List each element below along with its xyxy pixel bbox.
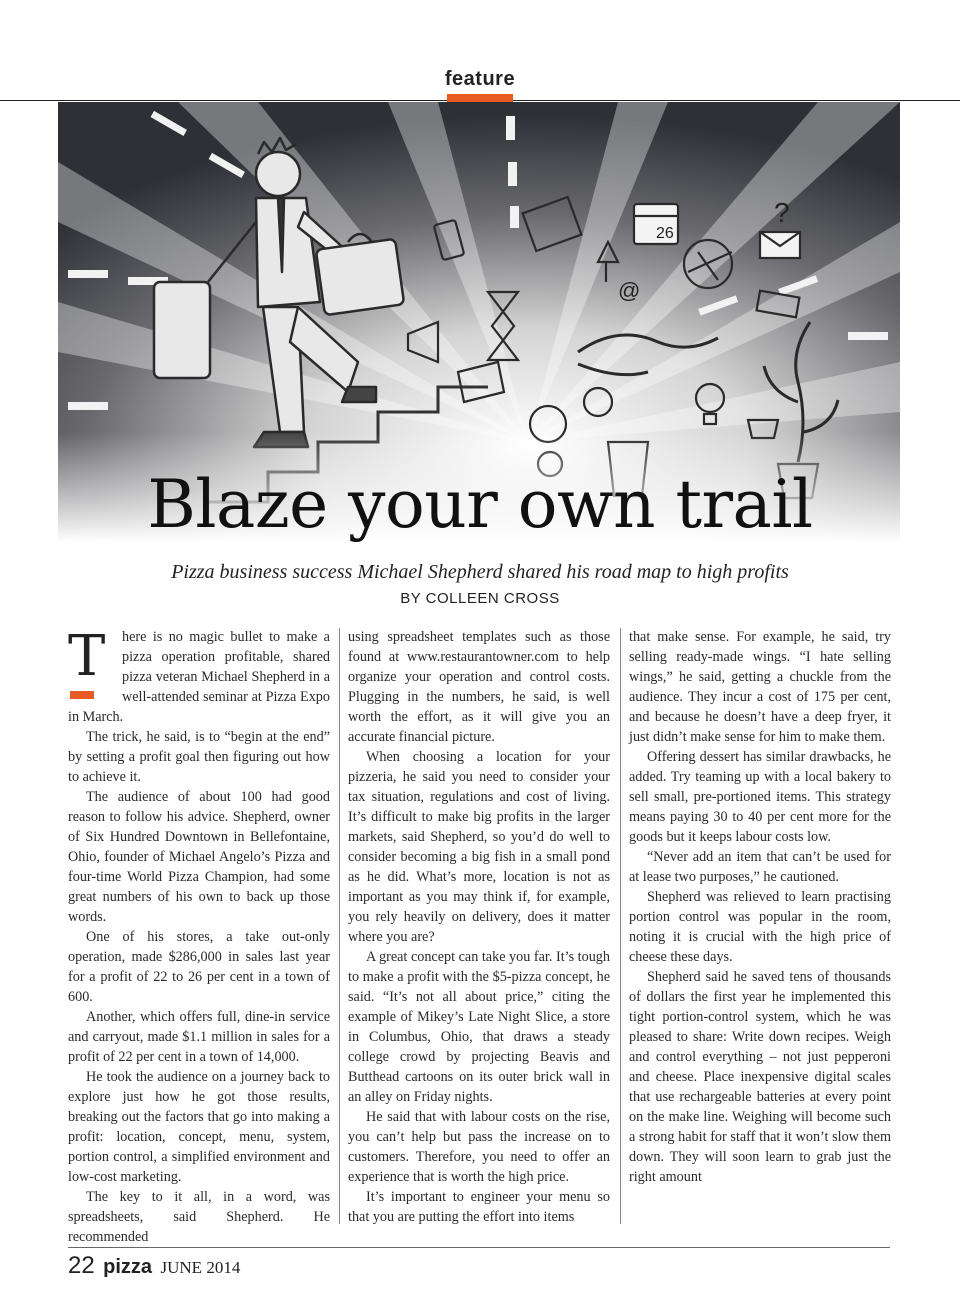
drop-cap-accent	[70, 691, 94, 699]
paragraph: here is no magic bullet to make a pizza operation profitable, shared pizza veteran Michael Shepherd in a well-attended seminar at Pizza Expo in March.	[68, 629, 330, 725]
deck: Pizza business success Michael Shepherd shared his road map to high profits	[171, 561, 789, 583]
paragraph: A great concept can take you far. It’s tough to make a profit with the $5-pizza concept, he said. “It’s not all about price,” citing the example of Mikey’s Late Night Slice, a store in Columbus, Ohio, that draws a steady college crowd by projecting Beavis and Butthead cartoons on its outer brick wall in an alley on Friday nights.	[348, 949, 610, 1105]
issue-date: JUNE 2014	[160, 1258, 241, 1277]
publication-name: pizza	[103, 1256, 153, 1278]
paragraph: He took the audience on a journey back to explore just how he got those results, breaking out the factors that go into making a profit: location, concept, menu, system, portion control, a simplified environment and low-cost marketing.	[68, 1069, 330, 1185]
paragraph: The key to it all, in a word, was spreadsheets, said Shepherd. He recommended	[68, 1189, 330, 1245]
paragraph: Shepherd was relieved to learn practising portion control was popular in the room, noting it is crucial with the high price of cheese these days.	[629, 889, 891, 965]
paragraph: that make sense. For example, he said, try selling ready-made wings. “I hate selling wings,” he said, getting a chuckle from the audience. They incur a cost of 175 per cent, and because he doesn’t have a deep fryer, it just didn’t make sense for him to make them.	[629, 629, 891, 745]
footer-rule	[68, 1247, 890, 1248]
paragraph: The audience of about 100 had good reason to follow his advice. Shepherd, owner of Six Hundred Downtown in Bellefontaine, Ohio, founder of Michael Angelo’s Pizza and four-time World Pizza Champion, had some great numbers of his own to back up those words.	[68, 789, 330, 925]
column-rule	[339, 628, 340, 1224]
paragraph: Shepherd said he saved tens of thousands of dollars the first year he implemented this tight portion-control system, which he was pleased to share: Write down recipes. Weigh and control everything – not just pepperoni and cheese. Place inexpensive digital scales that use rechargeable batteries at every point on the make line. Weighing will become such a strong habit for staff that it won’t slow them down. They will soon learn to grab just the right amount	[629, 969, 891, 1185]
article-column-3	[629, 627, 891, 1187]
page-number: 22	[68, 1252, 95, 1279]
byline: BY COLLEEN CROSS	[400, 590, 560, 607]
section-label: feature	[444, 68, 516, 90]
page-footer	[68, 1252, 240, 1280]
paragraph: One of his stores, a take out-only operation, made $286,000 in sales last year for a profit of 22 to 26 per cent in a town of 600.	[68, 929, 330, 1005]
paragraph: Another, which offers full, dine-in service and carryout, made $1.1 million in sales for a profit of 22 per cent in a town of 14,000.	[68, 1009, 330, 1065]
article-column-2	[348, 627, 610, 1227]
paragraph: using spreadsheet templates such as those found at www.restaurantowner.com to help organize your operation and control costs. Plugging in the numbers, he said, is well worth the effort, as it will give you an accurate financial picture.	[348, 629, 610, 745]
article-column-1	[68, 624, 330, 1247]
paragraph: He said that with labour costs on the rise, you can’t help but pass the increase on to customers. Therefore, you need to offer an experience that is worth the high price.	[348, 1109, 610, 1185]
paragraph: Offering dessert has similar drawbacks, he added. Try teaming up with a local bakery to sell small, pre-portioned items. This strategy means paying 30 to 40 per cent more for the goods but it keeps labour costs low.	[629, 749, 891, 845]
paragraph: The trick, he said, is to “begin at the end” by setting a profit goal then figuring out how to achieve it.	[68, 729, 330, 785]
paragraph: When choosing a location for your pizzeria, he said you need to consider your tax situation, regulations and cost of living. It’s difficult to make big profits in the larger markets, said Shepherd, so you’d do well to consider becoming a big fish in a small pond as he did. What’s more, location is not as important as you may think if, for example, you rely heavily on delivery, does it matter where you are?	[348, 749, 610, 945]
paragraph: “Never add an item that can’t be used for at lease two purposes,” he cautioned.	[629, 849, 891, 885]
headline: Blaze your own trail	[147, 466, 813, 543]
column-rule	[620, 628, 621, 1224]
paragraph: It’s important to engineer your menu so that you are putting the effort into items	[348, 1189, 610, 1225]
drop-cap-block	[68, 624, 114, 703]
drop-cap: T	[68, 624, 106, 689]
